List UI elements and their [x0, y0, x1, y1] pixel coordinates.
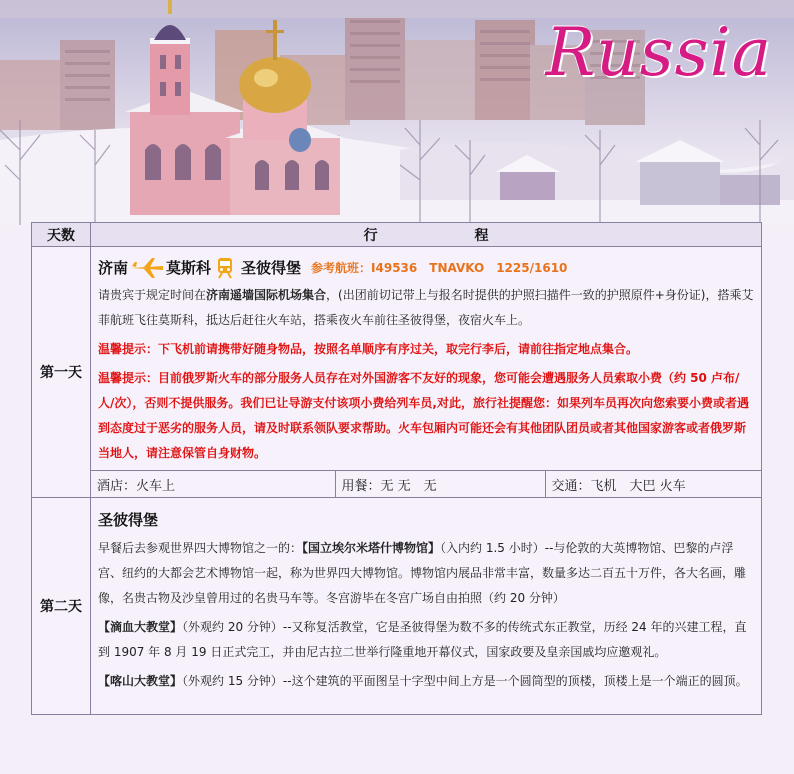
russia-script-logo: Russia	[545, 14, 772, 91]
day1-info-row	[32, 471, 762, 498]
day1-tip2: 温馨提示：目前俄罗斯火车的部分服务人员存在对外国游客不友好的现象，您可能会遭遇服务人员索取小费（约 50 卢布/人/次），否则不提供服务。我们已让导游支付该项小费给列车员,对此，旅行社提醒您：如果列车员再次向您索要小费或者遇到态度过于恶劣的服务人员，请及时联系领队要求帮助。火车包厢内可能还会有其他团队团员或者其他国家游客或者俄罗斯当地人，请注意保管自身财物。	[98, 371, 749, 460]
day2-row	[32, 498, 762, 715]
day2-blood-church: 【滴血大教堂】	[98, 620, 183, 634]
day2-para1	[98, 536, 754, 611]
itinerary-table	[31, 222, 762, 715]
day1-mid-city: 莫斯科	[166, 259, 212, 277]
header-itinerary-char-2: 程	[474, 227, 489, 244]
day1-meals: 用餐：无 无 无	[335, 471, 545, 497]
airplane-icon	[130, 257, 164, 279]
day2-para1-c: （入内约 1.5 小时）--与伦敦的大英博物馆、巴黎的卢浮宫、纽约的大都会艺术博物馆一起，称为世界四大博物馆。博物馆内展品非常丰富，数量多达二百五十万件，各大名画，雕像，名贵古物及沙皇曾用过的名贵马车等。冬宫游毕在冬宫广场自由拍照（约 20 分钟）	[98, 541, 747, 605]
day2-para1-a: 早餐后去参观世界四大博物馆之一的：	[98, 541, 303, 555]
day2-content	[91, 498, 762, 715]
header-itinerary	[91, 223, 762, 247]
day1-content	[91, 247, 762, 471]
table-header-row	[32, 223, 762, 247]
day1-from-city: 济南	[98, 259, 129, 277]
day2-para3	[98, 669, 754, 694]
day2-title: 圣彼得堡	[98, 511, 159, 529]
day2-para3-b: （外观约 15 分钟）--这个建筑的平面图呈十字型中间上方是一个圆筒型的顶楼，顶楼上是一个端正的圆顶。	[182, 674, 748, 688]
day1-info-table	[91, 471, 762, 497]
day1-desc-airport: 济南遥墙国际机场集合	[206, 288, 327, 302]
day2-para2-b: （外观约 20 分钟）--又称复活教堂，它是圣彼得堡为数不多的传统式东正教堂，历经 24 年的兴建工程，直到 1907 年 8 月 19 日正式完工，并由尼古拉二世举行隆重地开幕仪式，国家政要及皇亲国戚均应邀观礼。	[98, 620, 747, 659]
header-day: 天数	[32, 223, 91, 247]
day1-description	[98, 283, 754, 333]
day2-label: 第二天	[32, 498, 91, 715]
day1-info-cell	[91, 471, 762, 498]
day2-para2	[98, 615, 754, 665]
day1-tip1: 温馨提示：下飞机前请携带好随身物品，按照名单顺序有序过关，取完行李后，请前往指定地点集合。	[98, 342, 639, 356]
header-banner	[0, 0, 794, 225]
day1-desc-part1: 请贵宾于规定时间在	[98, 288, 207, 302]
day2-kazan-cathedral: 【喀山大教堂】	[98, 674, 183, 688]
header-itinerary-char-1: 行	[363, 227, 378, 244]
day1-flight-info: 参考航班：I49536 TNAVKO 1225/1610	[311, 261, 568, 275]
day1-to-city: 圣彼得堡	[241, 259, 302, 277]
day1-hotel: 酒店：火车上	[97, 478, 176, 494]
day1-transport: 交通：飞机 大巴 火车	[545, 471, 762, 497]
day1-desc-part2: ，(出团前切记带上与报名时提供的护照扫描件一致的护照原件+身份证)，搭乘艾菲航班飞往莫斯科，抵达后赶往火车站，搭乘夜火车前往圣彼得堡，夜宿火车上。	[98, 288, 754, 327]
day1-row	[32, 247, 762, 471]
day1-route	[98, 253, 754, 283]
train-icon	[215, 257, 235, 279]
day1-label: 第一天	[32, 247, 91, 498]
day2-hermitage: 【国立埃尔米塔什博物馆】	[302, 541, 441, 555]
